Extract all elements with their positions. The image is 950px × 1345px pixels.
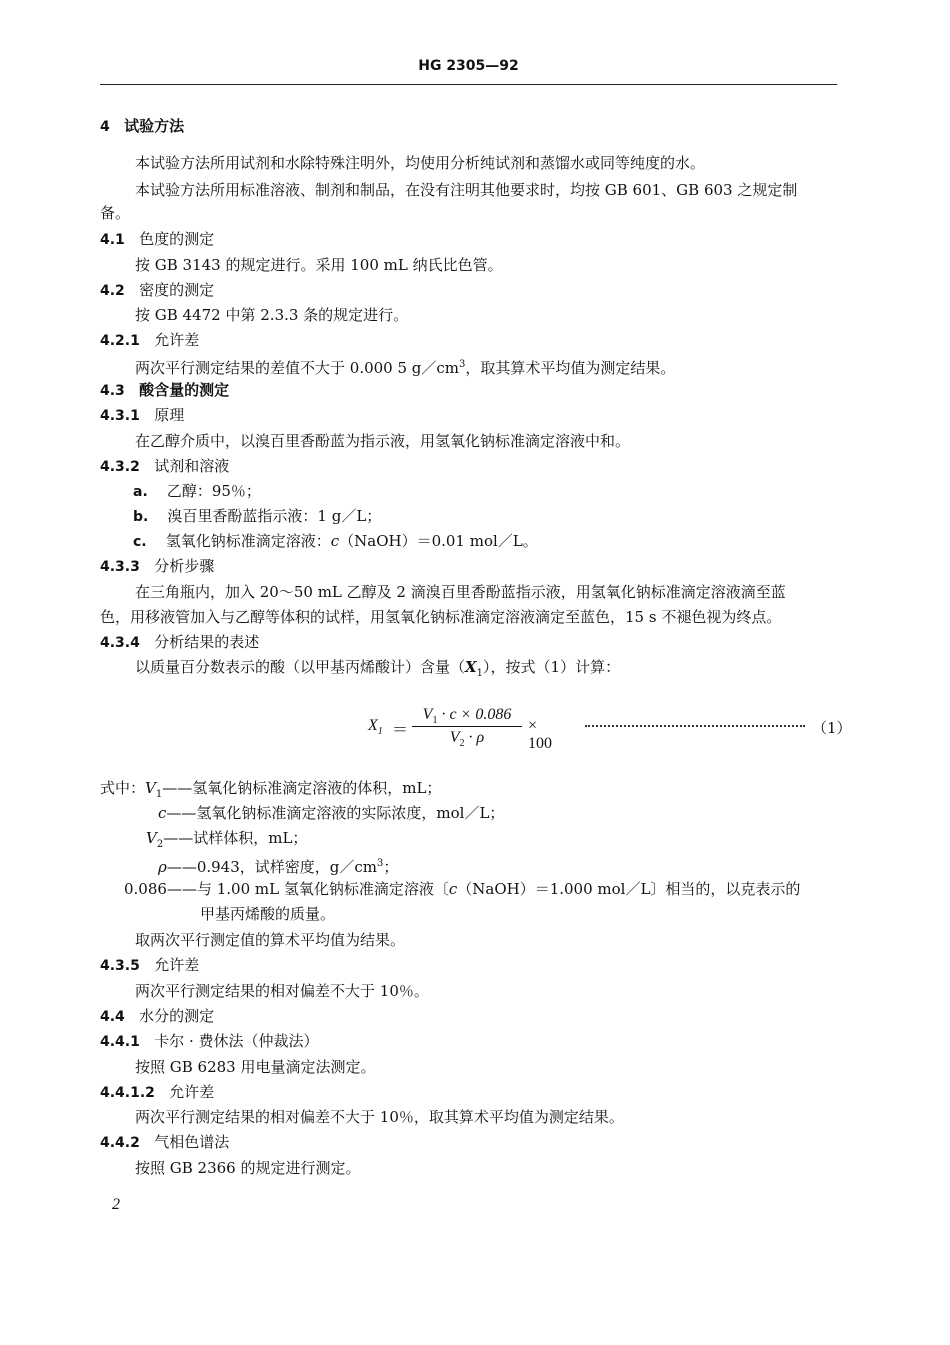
section-title: 气相色谱法 [154,1133,230,1151]
section-4-2-text: 按 GB 4472 中第 2.3.3 条的规定进行。 [135,306,409,324]
definition: ； [383,858,399,876]
intro-paragraph-1: 本试验方法所用试剂和水除特殊注明外，均使用分析纯试剂和蒸馏水或同等纯度的水。 [135,154,706,172]
section-4-3-3-line-2: 色，用移液管加入与乙醇等体积的试样，用氢氧化钠标准滴定溶液滴定至蓝色，15 s 不褪色视为终点。 [100,608,782,626]
section-4-heading [100,116,184,137]
section-number: 4.2 [100,283,125,299]
section-4-3-4-text [135,657,620,684]
section-4-4-heading [100,1006,214,1027]
section-4-3-3-line-1: 在三角瓶内，加入 20～50 mL 乙醇及 2 滴溴百里香酚蓝指示液，用氢氧化钠标准滴定溶液滴至蓝 [135,583,786,601]
section-4-3-1-heading [100,405,184,426]
section-number: 4.2.1 [100,333,140,349]
where-c [158,803,504,823]
section-4-3-1-text: 在乙醇介质中，以溴百里香酚蓝为指示液，用氢氧化钠标准滴定溶液中和。 [135,432,631,450]
section-4-3-5-heading [100,955,199,976]
section-title: 密度的测定 [139,281,215,299]
section-4-4-1-heading [100,1031,319,1052]
formula-multiplier: × 100 [528,717,552,752]
section-title: 允许差 [154,956,200,974]
section-title: 分析结果的表述 [154,633,260,651]
section-title: 试剂和溶液 [154,457,230,475]
variable: c [448,880,458,898]
where-constant-cont: 甲基丙烯酸的质量。 [200,905,336,923]
section-title: 卡尔 · 费休法（仲裁法） [154,1032,319,1050]
section-title: 色度的测定 [139,230,215,248]
where-intro: 式中： [100,779,146,797]
document-code: HG 2305—92 [418,58,519,74]
list-item-a [133,481,261,502]
section-4-3-4-heading [100,632,259,653]
section-4-2-1-heading [100,330,199,351]
section-4-3-2-heading [100,456,229,477]
variable: c [330,532,340,550]
definition: （NaOH）＝1.000 mol／L〕相当的，以克表示的 [457,880,801,898]
list-text: 溴百里香酚蓝指示液：1 g／L； [167,507,382,525]
section-number: 4 [100,119,110,135]
section-4-1-text: 按 GB 3143 的规定进行。采用 100 mL 纳氏比色管。 [135,256,503,274]
superscript: 3 [459,359,466,370]
text-part: 以质量百分数表示的酸（以甲基丙烯酸计）含量（ [135,658,466,676]
formula-lhs: $X_1$ [368,717,383,738]
section-4-4-1-text: 按照 GB 6283 用电量滴定法测定。 [135,1058,376,1076]
section-number: 4.3.3 [100,559,140,575]
list-item-b [133,506,381,527]
symbol: 0.086 [124,880,167,898]
list-text: 氢氧化钠标准滴定溶液： [165,532,331,550]
section-number: 4.4.1 [100,1034,140,1050]
section-number: 4.3.2 [100,459,140,475]
section-title: 试验方法 [124,117,185,135]
formula-numerator: $V_1 \cdot c \times 0.086$ [422,706,512,727]
section-4-4-2-text: 按照 GB 2366 的规定进行测定。 [135,1159,361,1177]
section-title: 水分的测定 [139,1007,215,1025]
formula-equals: ＝ [392,722,409,739]
section-4-3-5-text: 两次平行测定结果的相对偏差不大于 10％。 [135,982,429,1000]
section-4-3-heading [100,380,229,401]
superscript: 3 [377,858,384,869]
list-text: 乙醇：95％； [166,482,261,500]
subscript: 2 [156,839,164,850]
section-number: 4.1 [100,232,125,248]
section-title: 酸含量的测定 [139,381,230,399]
list-label: b. [133,509,149,525]
section-title: 原理 [154,406,185,424]
formula-denominator: $V_2 \cdot \rho$ [449,729,485,750]
section-title: 允许差 [154,331,200,349]
section-4-3-3-heading [100,556,214,577]
text-part: 两次平行测定结果的差值不大于 0.000 5 g／cm [135,359,460,377]
definition: ——0.943，试样密度，g／cm [166,858,377,876]
section-4-2-1-text [135,355,675,378]
symbol: V [146,829,157,847]
where-v2 [146,828,307,855]
leader-dots [585,717,805,727]
section-number: 4.4 [100,1009,125,1025]
section-number: 4.3.4 [100,635,140,651]
formula-fraction [412,704,522,749]
list-item-c [133,531,538,552]
where-rho [158,854,398,877]
section-4-4-2-heading [100,1132,229,1153]
section-title: 允许差 [169,1083,215,1101]
text-part: ，取其算术平均值为测定结果。 [465,359,676,377]
where-constant [124,879,800,899]
equation-number: （1） [812,719,852,737]
section-number: 4.4.1.2 [100,1085,155,1101]
result-note: 取两次平行测定值的算术平均值为结果。 [135,931,406,949]
section-number: 4.3.1 [100,408,140,424]
section-4-2-heading [100,280,214,301]
list-label: c. [133,534,147,550]
list-label: a. [133,484,148,500]
symbol: ρ [158,858,167,876]
intro-paragraph-2-cont: 备。 [100,204,131,222]
symbol: V [145,779,156,797]
page-number: 2 [112,1196,120,1213]
text-part: ），按式（1）计算： [483,658,621,676]
section-4-4-1-2-heading [100,1082,214,1103]
section-4-1-heading [100,229,214,250]
section-number: 4.3.5 [100,958,140,974]
symbol: c [158,804,167,822]
section-number: 4.3 [100,383,125,399]
subscript: 1 [155,789,163,800]
definition: ——与 1.00 mL 氢氧化钠标准滴定溶液〔 [166,880,449,898]
definition: ——氢氧化钠标准滴定溶液的实际浓度，mol／L； [166,804,505,822]
definition: ——试样体积，mL； [163,829,308,847]
definition: ——氢氧化钠标准滴定溶液的体积，mL； [162,779,442,797]
header-divider [100,84,837,85]
where-v1 [100,778,441,805]
variable: X [465,658,477,676]
section-number: 4.4.2 [100,1135,140,1151]
section-title: 分析步骤 [154,557,215,575]
section-4-4-1-2-text: 两次平行测定结果的相对偏差不大于 10％，取其算术平均值为测定结果。 [135,1108,624,1126]
list-text: （NaOH）＝0.01 mol／L。 [339,532,538,550]
intro-paragraph-2: 本试验方法所用标准溶液、制剂和制品，在没有注明其他要求时，均按 GB 601、GB 603 之规定制 [135,181,798,199]
subscript: 1 [476,668,484,679]
